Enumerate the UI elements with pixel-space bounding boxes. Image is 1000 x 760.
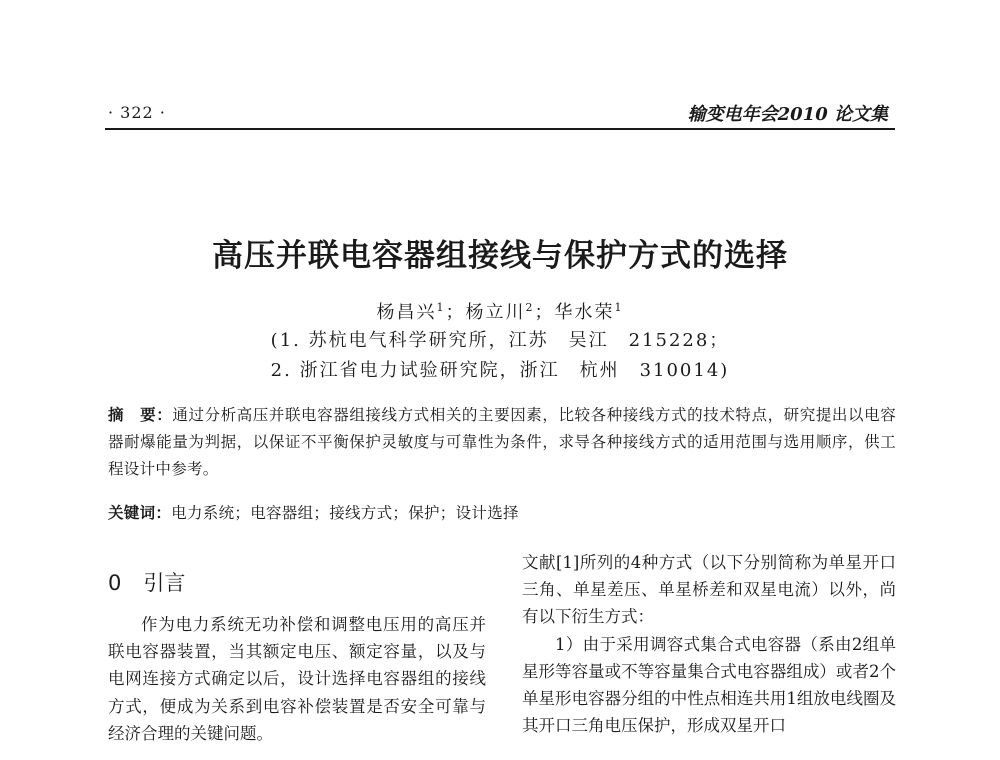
right-paragraph-2: 1）由于采用调容式集合式电容器（系由2组单星形等容量或不等容量集合式电容器组成）或者2个单星形电容器分组的中性点相连共用1组放电线圈及其开口三角电压保护，形成双星开口 xyxy=(522,634,896,736)
author-separator: ； xyxy=(445,302,466,323)
page-number: · 322 · xyxy=(108,103,166,122)
keywords xyxy=(108,500,896,527)
section-heading xyxy=(108,567,185,597)
right-column xyxy=(522,549,896,739)
author-name: 杨立川 xyxy=(465,302,526,323)
right-paragraph-1: 文献[1]所列的4种方式（以下分别简称为单星开口三角、单星差压、单星桥差和双星电流）以外，尚有以下衍生方式： xyxy=(522,553,896,627)
intro-paragraph: 作为电力系统无功补偿和调整电压用的高压并联电容器装置，当其额定电压、额定容量，以及与电网连接方式确定以后，设计选择电容器组的接线方式，便成为关系到电容补偿装置是否安全可靠与经济合理的关键问题。 xyxy=(108,615,486,743)
keywords-label: 关键词： xyxy=(108,504,172,522)
affiliation-2: 2. 浙江省电力试验研究院，浙江 杭州 310014) xyxy=(270,360,730,381)
author-name: 华水荣 xyxy=(554,302,615,323)
author-affiliation-mark: 2 xyxy=(525,301,535,314)
left-column xyxy=(108,611,486,747)
keywords-text: 电力系统；电容器组；接线方式；保护；设计选择 xyxy=(171,504,519,522)
abstract-text: 通过分析高压并联电容器组接线方式相关的主要因素，比较各种接线方式的技术特点，研究提出以电容器耐爆能量为判据，以保证不平衡保护灵敏度与可靠性为条件，求导各种接线方式的适用范围与选用顺序，供工程设计中参考。 xyxy=(108,406,896,478)
author-list xyxy=(0,298,1000,324)
abstract-label: 摘 要： xyxy=(108,406,173,424)
author-affiliation-mark: 1 xyxy=(436,301,446,314)
section-number: 0 xyxy=(108,571,122,595)
abstract xyxy=(108,402,896,483)
journal-title: 输变电年会2010 论文集 xyxy=(687,104,888,125)
affiliation-1: (1. 苏杭电气科学研究所，江苏 吴江 215228； xyxy=(270,330,730,351)
header-rule xyxy=(105,128,895,130)
author-name: 杨昌兴 xyxy=(376,302,437,323)
section-title: 引言 xyxy=(143,571,186,595)
paper-title: 高压并联电容器组接线与保护方式的选择 xyxy=(212,238,788,274)
author-affiliation-mark: 1 xyxy=(614,301,624,314)
author-separator: ； xyxy=(534,302,555,323)
